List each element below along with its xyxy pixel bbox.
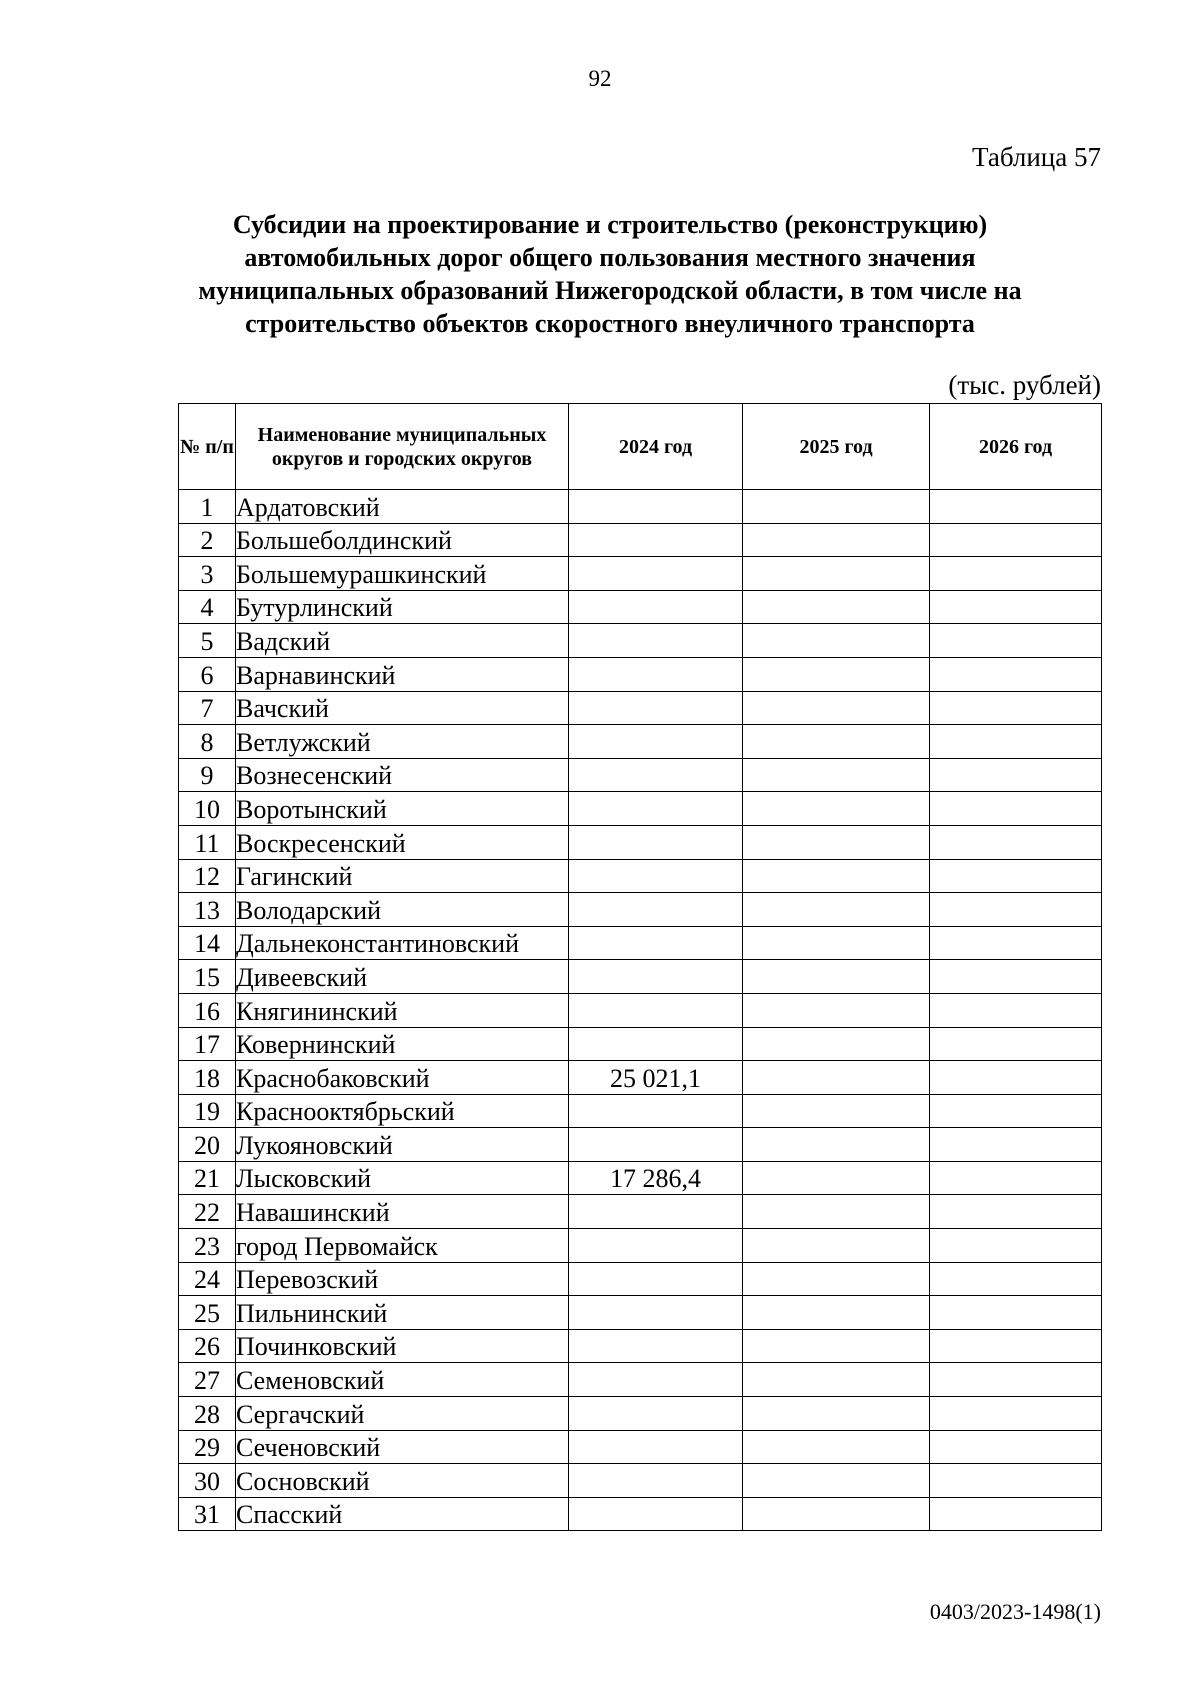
value-2025-cell	[743, 1296, 930, 1330]
value-2024-cell	[569, 1094, 743, 1128]
value-2024-cell	[569, 1397, 743, 1431]
header-2026-label: 2026 год	[978, 435, 1053, 458]
municipality-name-cell: Навашинский	[236, 1195, 569, 1229]
row-number-cell: 30	[179, 1464, 236, 1498]
value-2024-cell	[569, 1027, 743, 1061]
table-row	[179, 1195, 1102, 1229]
municipality-name-cell: Ардатовский	[236, 490, 569, 524]
document-title: Субсидии на проектирование и строительство (реконструкцию) автомобильных дорог общего пользования местного значения муниципальных образований Нижегородской области, в том числе на строительство объектов скоростного внеуличного транспорта	[198, 210, 1022, 338]
table-row	[179, 590, 1102, 624]
value-2024-cell	[569, 859, 743, 893]
municipality-name-cell: Семеновский	[236, 1363, 569, 1397]
row-number-cell: 14	[179, 926, 236, 960]
value-2024-cell	[569, 1363, 743, 1397]
value-2025-cell	[743, 993, 930, 1027]
header-2024	[569, 404, 743, 490]
municipality-name-cell: Перевозский	[236, 1262, 569, 1296]
value-2026-cell	[930, 1094, 1102, 1128]
row-number-cell: 28	[179, 1397, 236, 1431]
table-row	[179, 725, 1102, 759]
row-number-cell: 27	[179, 1363, 236, 1397]
header-name	[236, 404, 569, 490]
value-2026-cell	[930, 960, 1102, 994]
value-2025-cell	[743, 1094, 930, 1128]
municipality-name-cell: Дивеевский	[236, 960, 569, 994]
table-row	[179, 1161, 1102, 1195]
value-2025-cell	[743, 825, 930, 859]
value-2024-cell	[569, 490, 743, 524]
value-2025-cell	[743, 1464, 930, 1498]
value-2026-cell	[930, 1296, 1102, 1330]
table-row	[179, 993, 1102, 1027]
table-row	[179, 1229, 1102, 1263]
value-2026-cell	[930, 1061, 1102, 1095]
value-2025-cell	[743, 893, 930, 927]
value-2024-cell	[569, 1128, 743, 1162]
table-row	[179, 1430, 1102, 1464]
row-number-cell: 7	[179, 691, 236, 725]
value-2024-cell	[569, 1262, 743, 1296]
row-number-cell: 4	[179, 590, 236, 624]
municipality-name-cell: Вознесенский	[236, 758, 569, 792]
municipality-name-cell: Ковернинский	[236, 1027, 569, 1061]
value-2025-cell	[743, 960, 930, 994]
municipality-name-cell: Краснобаковский	[236, 1061, 569, 1095]
value-2025-cell	[743, 523, 930, 557]
municipality-name-cell: Дальнеконстантиновский	[236, 926, 569, 960]
value-2026-cell	[930, 725, 1102, 759]
row-number-cell: 10	[179, 792, 236, 826]
value-2026-cell	[930, 758, 1102, 792]
subsidies-table	[178, 403, 1102, 1531]
municipality-name-cell: Сеченовский	[236, 1430, 569, 1464]
municipality-name-cell: Вадский	[236, 624, 569, 658]
value-2026-cell	[930, 1195, 1102, 1229]
value-2024-cell	[569, 590, 743, 624]
value-2025-cell	[743, 1128, 930, 1162]
table-row	[179, 825, 1102, 859]
value-2026-cell	[930, 1229, 1102, 1263]
value-2025-cell	[743, 624, 930, 658]
header-2024-label: 2024 год	[618, 435, 693, 458]
table-row	[179, 1464, 1102, 1498]
value-2025-cell	[743, 1229, 930, 1263]
value-2025-cell	[743, 1430, 930, 1464]
value-2024-cell	[569, 1497, 743, 1531]
municipality-name-cell: Вачский	[236, 691, 569, 725]
value-2024-cell: 17 286,4	[569, 1161, 743, 1195]
municipality-name-cell: Спасский	[236, 1497, 569, 1531]
row-number-cell: 6	[179, 657, 236, 691]
row-number-cell: 2	[179, 523, 236, 557]
table-header-row	[179, 404, 1102, 490]
table-row	[179, 523, 1102, 557]
value-2026-cell	[930, 1161, 1102, 1195]
value-2025-cell	[743, 691, 930, 725]
row-number-cell: 9	[179, 758, 236, 792]
municipality-name-cell: Сосновский	[236, 1464, 569, 1498]
value-2026-cell	[930, 523, 1102, 557]
value-2025-cell	[743, 859, 930, 893]
header-num-label: № п/п	[180, 435, 234, 458]
value-2025-cell	[743, 590, 930, 624]
municipality-name-cell: Сергачский	[236, 1397, 569, 1431]
row-number-cell: 3	[179, 557, 236, 591]
municipality-name-cell: Ветлужский	[236, 725, 569, 759]
value-2026-cell	[930, 993, 1102, 1027]
municipality-name-cell: Краснооктябрьский	[236, 1094, 569, 1128]
value-2026-cell	[930, 1397, 1102, 1431]
table-row	[179, 490, 1102, 524]
value-2024-cell	[569, 1195, 743, 1229]
value-2026-cell	[930, 825, 1102, 859]
value-2026-cell	[930, 1329, 1102, 1363]
value-2026-cell	[930, 657, 1102, 691]
table-row	[179, 657, 1102, 691]
row-number-cell: 5	[179, 624, 236, 658]
row-number-cell: 1	[179, 490, 236, 524]
value-2025-cell	[743, 1061, 930, 1095]
municipality-name-cell: Варнавинский	[236, 657, 569, 691]
table-row	[179, 893, 1102, 927]
value-2025-cell	[743, 926, 930, 960]
municipality-name-cell: Воротынский	[236, 792, 569, 826]
table-row	[179, 557, 1102, 591]
value-2026-cell	[930, 590, 1102, 624]
value-2025-cell	[743, 792, 930, 826]
value-2026-cell	[930, 490, 1102, 524]
header-2026	[930, 404, 1102, 490]
value-2024-cell	[569, 1229, 743, 1263]
row-number-cell: 13	[179, 893, 236, 927]
table-label: Таблица 57	[972, 142, 1101, 172]
document-code: 0403/2023-1498(1)	[929, 1599, 1101, 1624]
value-2024-cell	[569, 960, 743, 994]
row-number-cell: 22	[179, 1195, 236, 1229]
value-2026-cell	[930, 691, 1102, 725]
municipality-name-cell: Бутурлинский	[236, 590, 569, 624]
value-2026-cell	[930, 792, 1102, 826]
value-2025-cell	[743, 557, 930, 591]
table-row	[179, 1128, 1102, 1162]
value-2024-cell	[569, 758, 743, 792]
value-2025-cell	[743, 657, 930, 691]
value-2024-cell	[569, 893, 743, 927]
header-2025	[743, 404, 930, 490]
value-2025-cell	[743, 725, 930, 759]
value-2025-cell	[743, 1397, 930, 1431]
municipality-name-cell: Большемурашкинский	[236, 557, 569, 591]
value-2024-cell	[569, 1430, 743, 1464]
row-number-cell: 20	[179, 1128, 236, 1162]
value-2025-cell	[743, 1497, 930, 1531]
municipality-name-cell: Воскресенский	[236, 825, 569, 859]
value-2024-cell	[569, 825, 743, 859]
table-row	[179, 1027, 1102, 1061]
row-number-cell: 24	[179, 1262, 236, 1296]
row-number-cell: 15	[179, 960, 236, 994]
value-2026-cell	[930, 1464, 1102, 1498]
table-row	[179, 1363, 1102, 1397]
units-label: (тыс. рублей)	[948, 370, 1101, 400]
value-2026-cell	[930, 1128, 1102, 1162]
value-2025-cell	[743, 1161, 930, 1195]
value-2026-cell	[930, 624, 1102, 658]
value-2025-cell	[743, 1363, 930, 1397]
municipality-name-cell: Лукояновский	[236, 1128, 569, 1162]
municipality-name-cell: Княгининский	[236, 993, 569, 1027]
value-2026-cell	[930, 1027, 1102, 1061]
header-2025-label: 2025 год	[799, 435, 873, 458]
municipality-name-cell: Починковский	[236, 1329, 569, 1363]
value-2025-cell	[743, 490, 930, 524]
value-2026-cell	[930, 557, 1102, 591]
value-2024-cell	[569, 1329, 743, 1363]
table-row	[179, 758, 1102, 792]
table-row	[179, 1296, 1102, 1330]
row-number-cell: 17	[179, 1027, 236, 1061]
row-number-cell: 12	[179, 859, 236, 893]
table-row	[179, 1061, 1102, 1095]
value-2026-cell	[930, 893, 1102, 927]
value-2026-cell	[930, 1363, 1102, 1397]
table-body	[179, 490, 1102, 1531]
value-2024-cell	[569, 523, 743, 557]
value-2024-cell	[569, 657, 743, 691]
value-2025-cell	[743, 1262, 930, 1296]
value-2024-cell	[569, 725, 743, 759]
table-row	[179, 1329, 1102, 1363]
header-name-label: Наименование муниципальных округов и городских округов	[257, 423, 547, 470]
value-2024-cell	[569, 691, 743, 725]
value-2024-cell	[569, 1296, 743, 1330]
row-number-cell: 26	[179, 1329, 236, 1363]
table-row	[179, 859, 1102, 893]
table-row	[179, 691, 1102, 725]
value-2026-cell	[930, 859, 1102, 893]
value-2024-cell: 25 021,1	[569, 1061, 743, 1095]
row-number-cell: 23	[179, 1229, 236, 1263]
value-2024-cell	[569, 557, 743, 591]
value-2025-cell	[743, 1195, 930, 1229]
municipality-name-cell: Пильнинский	[236, 1296, 569, 1330]
row-number-cell: 29	[179, 1430, 236, 1464]
value-2025-cell	[743, 758, 930, 792]
table-row	[179, 1397, 1102, 1431]
row-number-cell: 19	[179, 1094, 236, 1128]
table-row	[179, 1497, 1102, 1531]
value-2024-cell	[569, 993, 743, 1027]
municipality-name-cell: Большеболдинский	[236, 523, 569, 557]
header-num	[179, 404, 236, 490]
row-number-cell: 18	[179, 1061, 236, 1095]
value-2025-cell	[743, 1027, 930, 1061]
row-number-cell: 25	[179, 1296, 236, 1330]
municipality-name-cell: Гагинский	[236, 859, 569, 893]
value-2024-cell	[569, 792, 743, 826]
municipality-name-cell: город Первомайск	[236, 1229, 569, 1263]
value-2026-cell	[930, 1430, 1102, 1464]
value-2024-cell	[569, 926, 743, 960]
municipality-name-cell: Лысковский	[236, 1161, 569, 1195]
page-number: 92	[588, 66, 612, 91]
value-2024-cell	[569, 624, 743, 658]
table-row	[179, 792, 1102, 826]
value-2024-cell	[569, 1464, 743, 1498]
table-row	[179, 960, 1102, 994]
row-number-cell: 31	[179, 1497, 236, 1531]
value-2026-cell	[930, 926, 1102, 960]
table-row	[179, 624, 1102, 658]
value-2025-cell	[743, 1329, 930, 1363]
row-number-cell: 8	[179, 725, 236, 759]
value-2026-cell	[930, 1497, 1102, 1531]
row-number-cell: 16	[179, 993, 236, 1027]
value-2026-cell	[930, 1262, 1102, 1296]
table-row	[179, 926, 1102, 960]
table-row	[179, 1094, 1102, 1128]
municipality-name-cell: Володарский	[236, 893, 569, 927]
row-number-cell: 21	[179, 1161, 236, 1195]
row-number-cell: 11	[179, 825, 236, 859]
table-row	[179, 1262, 1102, 1296]
